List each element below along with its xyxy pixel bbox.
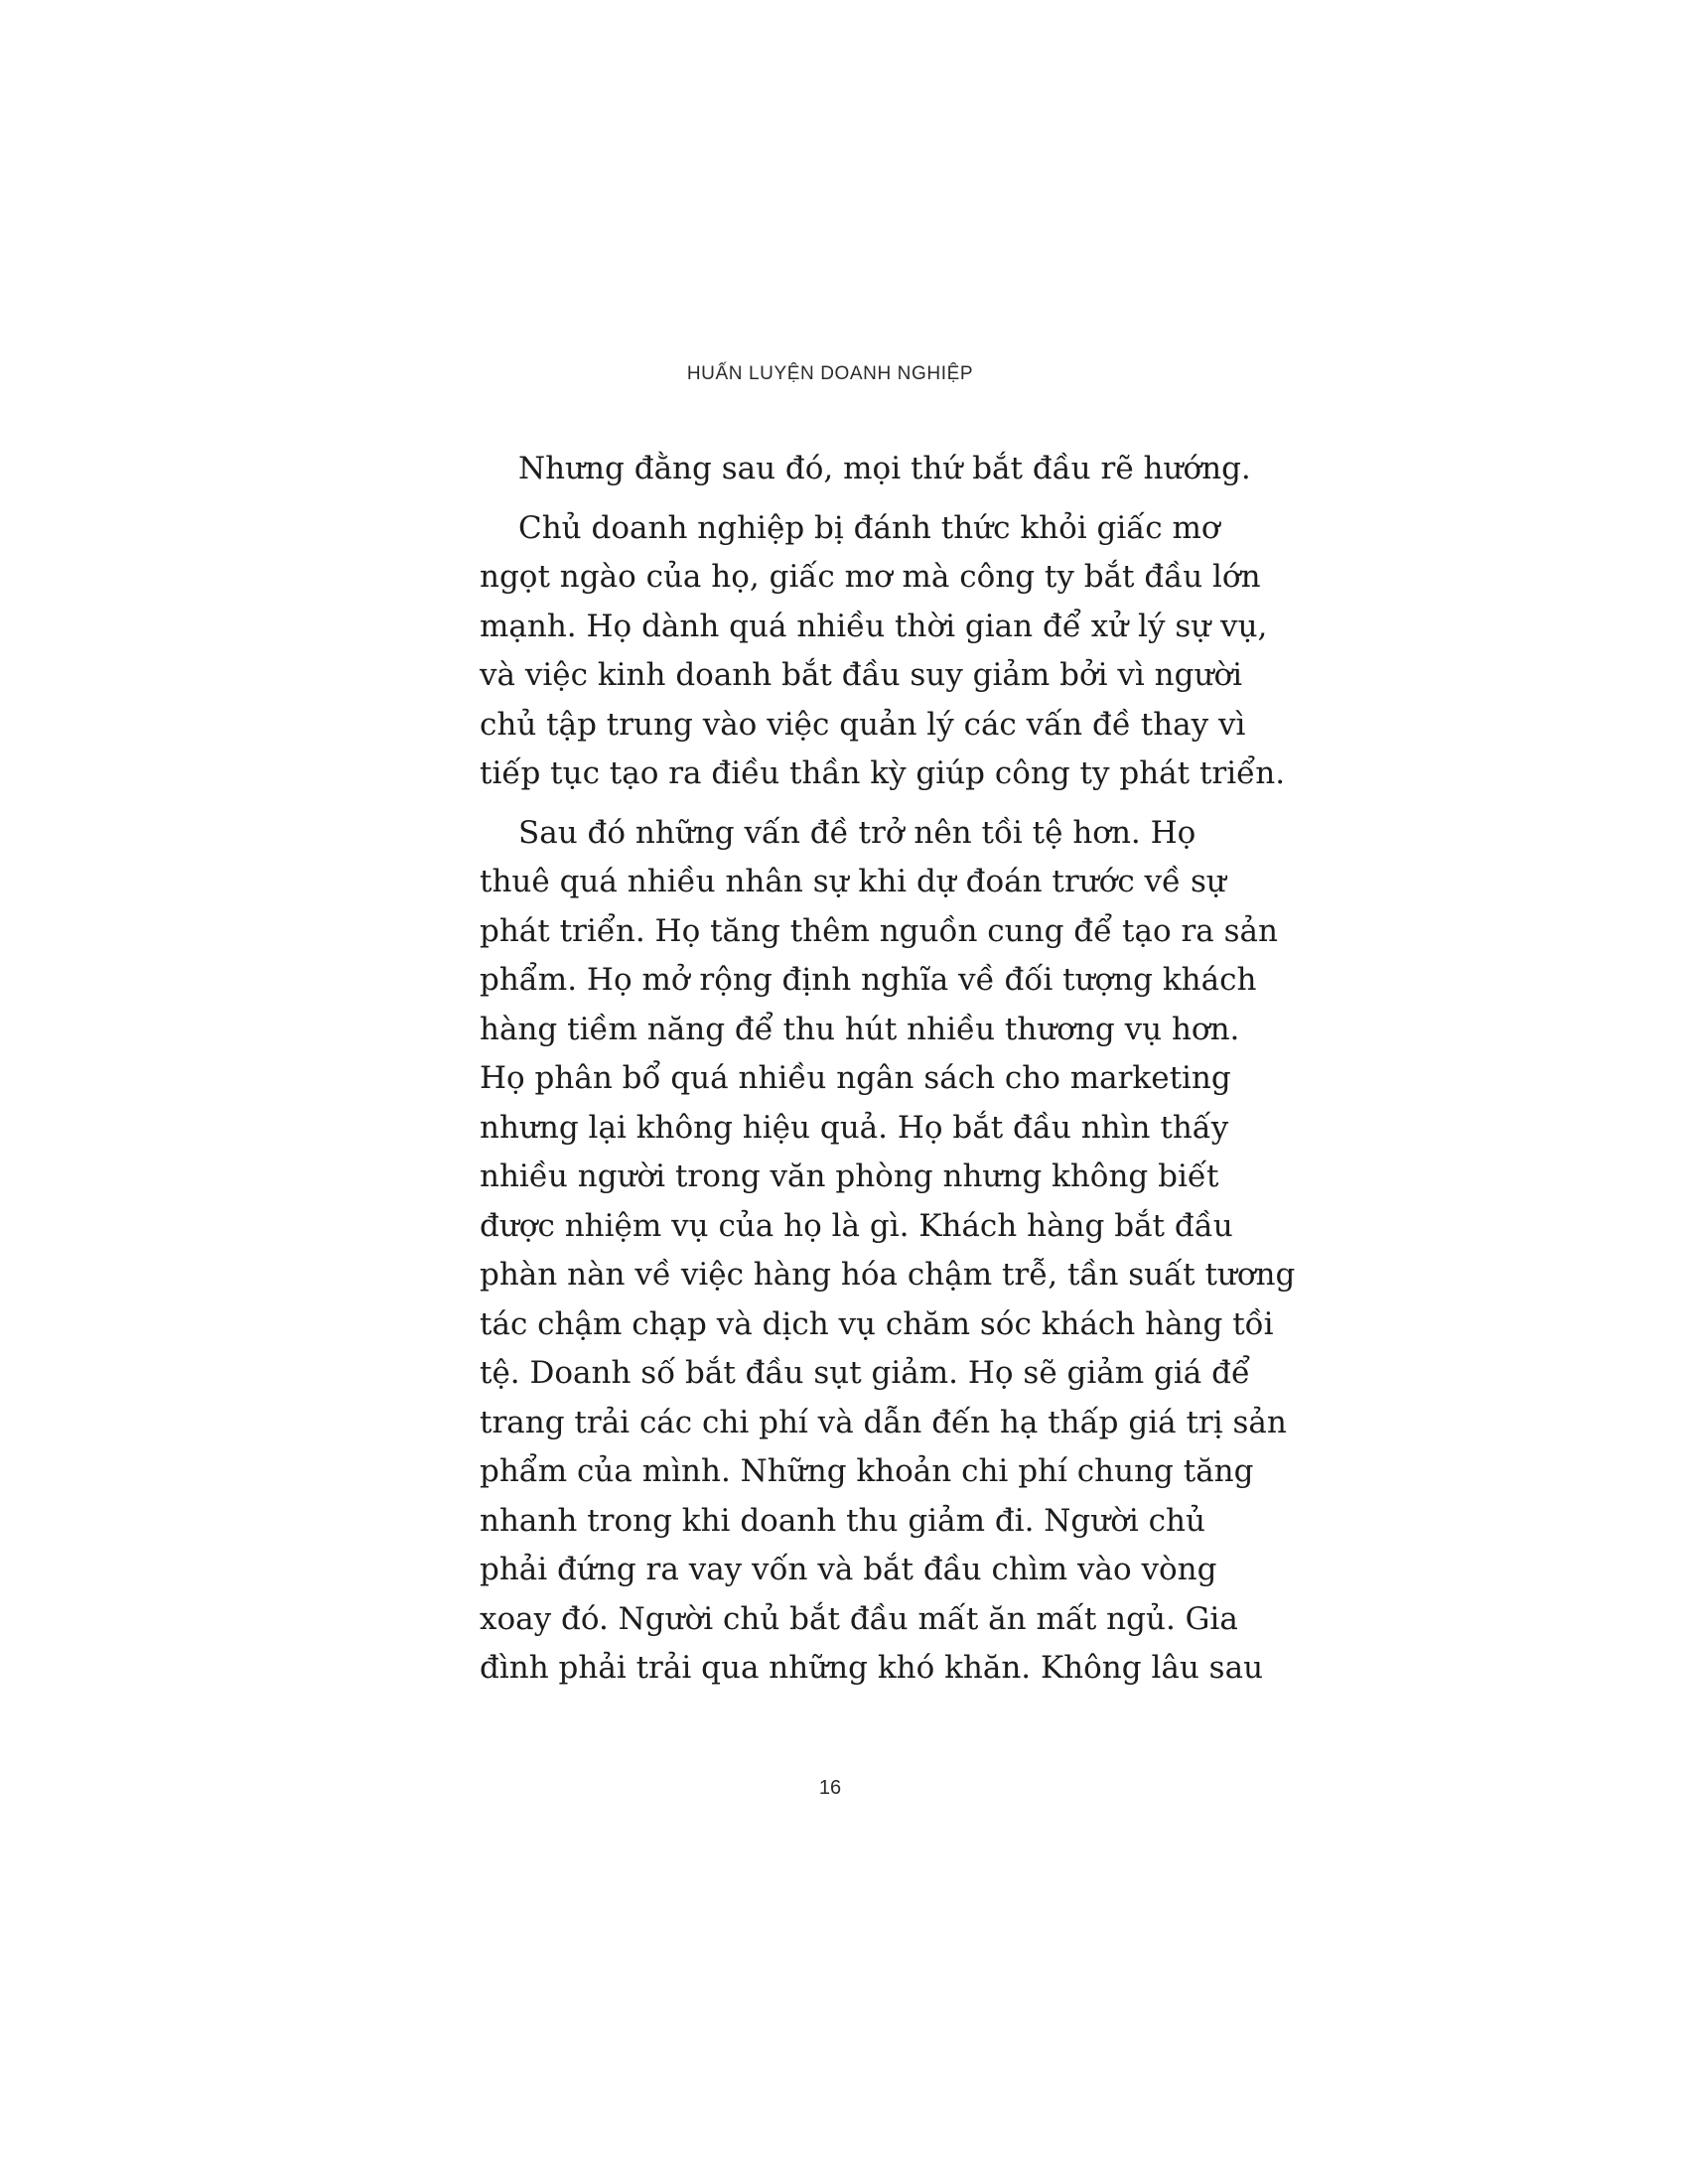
text-line: hàng tiềm năng để thu hút nhiều thương vụ hơn. <box>480 1011 1240 1047</box>
text-line: Sau đó những vấn đề trở nên tồi tệ hơn. Họ <box>518 814 1196 851</box>
text-line: chủ tập trung vào việc quản lý các vấn đề thay vì <box>480 706 1246 743</box>
paragraph-1 <box>480 445 1251 494</box>
text-line: nhanh trong khi doanh thu giảm đi. Người chủ <box>480 1502 1205 1539</box>
text-line: nhiều người trong văn phòng nhưng không biết <box>480 1159 1219 1194</box>
page-number: 16 <box>818 1777 842 1799</box>
paragraph-2 <box>480 504 1286 799</box>
text-line: xoay đó. Người chủ bắt đầu mất ăn mất ngủ. Gia <box>480 1600 1238 1637</box>
text-line: ngọt ngào của họ, giấc mơ mà công ty bắt đầu lớn <box>480 559 1261 595</box>
text-line: và việc kinh doanh bắt đầu suy giảm bởi vì người <box>480 657 1243 693</box>
text-line: đình phải trải qua những khó khăn. Không lâu sau <box>480 1650 1264 1686</box>
text-line: phẩm của mình. Những khoản chi phí chung tăng <box>480 1453 1254 1489</box>
text-line: Nhưng đằng sau đó, mọi thứ bắt đầu rẽ hướng. <box>518 451 1251 486</box>
text-line: phàn nàn về việc hàng hóa chậm trễ, tần suất tương <box>480 1257 1296 1293</box>
text-line: phải đứng ra vay vốn và bắt đầu chìm vào vòng <box>480 1552 1217 1587</box>
text-line: phát triển. Họ tăng thêm nguồn cung để tạo ra sản <box>480 912 1279 949</box>
text-line: mạnh. Họ dành quá nhiều thời gian để xử lý sự vụ, <box>480 608 1268 644</box>
text-line: Chủ doanh nghiệp bị đánh thức khỏi giấc mơ <box>518 509 1220 546</box>
text-line: thuê quá nhiều nhân sự khi dự đoán trước về sự <box>480 864 1226 899</box>
text-line: trang trải các chi phí và dẫn đến hạ thấp giá trị sản <box>480 1404 1287 1440</box>
text-line: tiếp tục tạo ra điều thần kỳ giúp công ty phát triển. <box>480 755 1286 791</box>
text-line: Họ phân bổ quá nhiều ngân sách cho marketing <box>480 1060 1231 1096</box>
text-line: tệ. Doanh số bắt đầu sụt giảm. Họ sẽ giảm giá để <box>480 1355 1251 1391</box>
body-text <box>480 445 1296 1704</box>
text-line: phẩm. Họ mở rộng định nghĩa về đối tượng khách <box>480 962 1257 998</box>
paragraph-3 <box>480 809 1296 1694</box>
text-line: được nhiệm vụ của họ là gì. Khách hàng bắt đầu <box>480 1207 1233 1244</box>
text-line: nhưng lại không hiệu quả. Họ bắt đầu nhìn thấy <box>480 1109 1229 1146</box>
running-header: HUẤN LUYỆN DOANH NGHIỆP <box>686 363 974 384</box>
text-line: tác chậm chạp và dịch vụ chăm sóc khách hàng tồi <box>480 1305 1274 1342</box>
